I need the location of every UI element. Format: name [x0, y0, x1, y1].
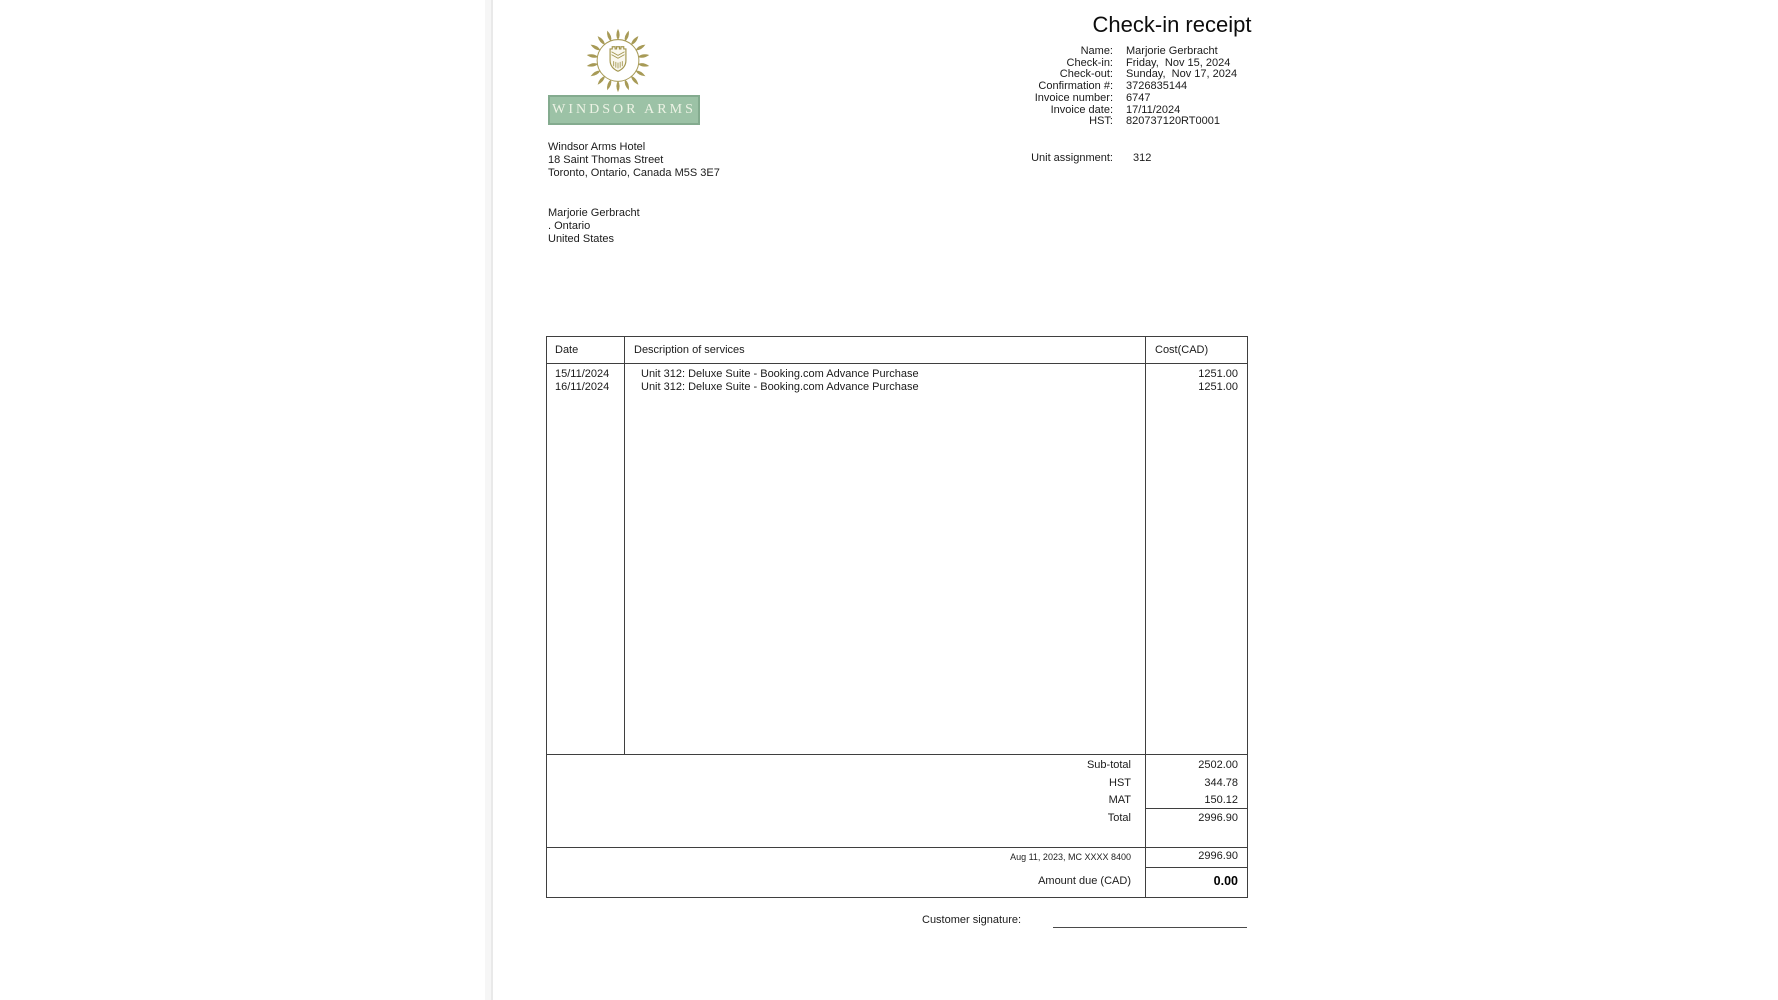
service-cost: 1251.00 [1198, 368, 1238, 380]
services-table [546, 336, 1248, 898]
info-label: Name: [1080, 45, 1113, 57]
service-description: Unit 312: Deluxe Suite - Booking.com Advance Purchase [641, 380, 919, 393]
laurel-wreath-icon [582, 22, 654, 96]
total-value: 2996.90 [1198, 811, 1238, 824]
guest-name: Marjorie Gerbracht [548, 207, 640, 219]
amount-due-row [547, 871, 1247, 891]
info-row-name [860, 46, 1237, 58]
payment-divider [547, 847, 1247, 848]
totals-row-total [547, 810, 1247, 828]
info-label: Invoice number: [1034, 91, 1113, 104]
total-label: MAT [1108, 794, 1131, 806]
unit-assignment-row [860, 152, 1151, 164]
info-value: Friday, Nov 15, 2024 [1126, 56, 1231, 69]
info-value: Marjorie Gerbracht [1126, 45, 1218, 57]
totals-divider [547, 754, 1247, 755]
hotel-address-line-2: 18 Saint Thomas Street [548, 154, 664, 166]
amount-due-value: 0.00 [1213, 874, 1238, 888]
column-header-cost: Cost(CAD) [1155, 344, 1209, 356]
table-header-row [547, 337, 1247, 364]
payment-amount-rule [1145, 867, 1247, 868]
logo-banner: WINDSOR ARMS [548, 95, 700, 125]
guest-region: . Ontario [548, 220, 591, 232]
total-label: HST [1109, 776, 1131, 789]
totals-row-hst [547, 775, 1247, 793]
total-label: Sub-total [1086, 759, 1131, 771]
guest-address [548, 207, 640, 246]
total-value: 344.78 [1204, 776, 1238, 789]
column-header-date: Date [555, 344, 579, 356]
page-title: Check-in receipt [1092, 12, 1252, 37]
info-row-invoice-number [860, 93, 1237, 105]
totals-row-subtotal [547, 757, 1247, 775]
info-value: 3726835144 [1126, 80, 1188, 93]
signature-line [1053, 927, 1247, 928]
amount-due-label: Amount due (CAD) [1038, 875, 1131, 887]
date-column-divider [624, 337, 625, 754]
service-cost: 1251.00 [1198, 380, 1238, 393]
info-label: Check-out: [1059, 68, 1113, 81]
total-value: 2502.00 [1198, 759, 1238, 771]
service-date: 15/11/2024 [555, 368, 610, 380]
info-row-hst [860, 116, 1237, 128]
payment-amount: 2996.90 [1198, 850, 1238, 862]
customer-signature-label: Customer signature: [922, 914, 1022, 926]
info-label: Check-in: [1066, 56, 1113, 69]
unit-assignment-value: 312 [1133, 152, 1152, 164]
total-value: 150.12 [1204, 794, 1238, 806]
totals-section [547, 757, 1247, 827]
info-label: Invoice date: [1050, 103, 1113, 116]
info-value: 820737120RT0001 [1126, 115, 1220, 128]
total-label: Total [1107, 811, 1131, 824]
service-date: 16/11/2024 [555, 380, 610, 393]
unit-assignment-label: Unit assignment: [1031, 152, 1113, 164]
info-label: HST: [1089, 115, 1113, 128]
totals-row-mat [547, 792, 1247, 810]
table-row [547, 368, 1247, 381]
column-header-description: Description of services [634, 344, 745, 356]
hotel-address-line-1: Windsor Arms Hotel [548, 141, 646, 153]
payment-row [547, 849, 1247, 865]
info-value: 17/11/2024 [1126, 103, 1181, 116]
table-row [547, 381, 1247, 394]
service-description: Unit 312: Deluxe Suite - Booking.com Advance Purchase [641, 368, 919, 380]
info-value: Sunday, Nov 17, 2024 [1126, 68, 1238, 81]
table-body [547, 368, 1247, 393]
info-label: Confirmation #: [1038, 80, 1113, 93]
hotel-address-line-3: Toronto, Ontario, Canada M5S 3E7 [548, 167, 720, 179]
info-value: 6747 [1126, 91, 1151, 104]
photo-edge-line [491, 0, 493, 1000]
payment-method: Aug 11, 2023, MC XXXX 8400 [1010, 852, 1131, 862]
total-value-rule [1145, 808, 1247, 809]
hotel-address [548, 141, 720, 180]
guest-country: United States [548, 233, 615, 245]
receipt-info [860, 46, 1237, 128]
